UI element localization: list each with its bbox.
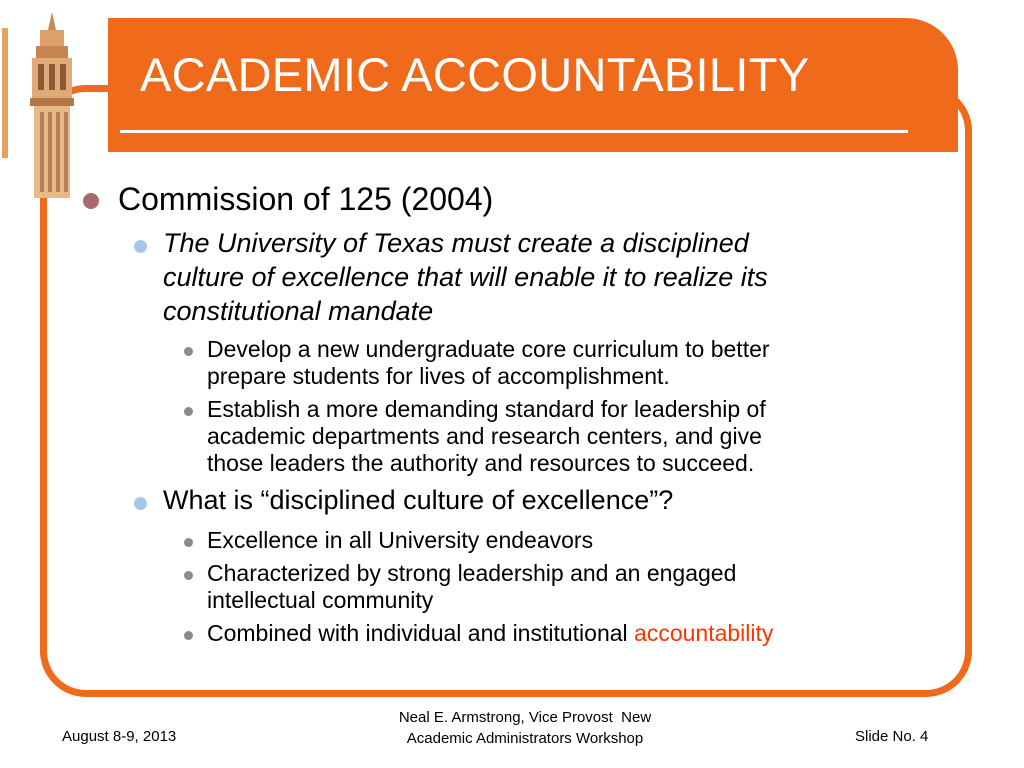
question-line: What is “disciplined culture of excellence”? bbox=[163, 485, 674, 515]
combined-text: Combined with individual and institutional bbox=[207, 620, 635, 646]
excellence-line: Excellence in all University endeavors bbox=[207, 527, 594, 553]
bullet-level2 bbox=[134, 240, 147, 253]
core-curriculum-line-2: prepare students for lives of accomplishment. bbox=[207, 363, 670, 389]
core-curriculum-line-1: Develop a new undergraduate core curriculum to better bbox=[207, 336, 770, 362]
slide-title: ACADEMIC ACCOUNTABILITY bbox=[140, 48, 810, 101]
mandate-line-3: constitutional mandate bbox=[163, 296, 434, 326]
bullet-level3 bbox=[184, 347, 193, 356]
bullet-level3 bbox=[184, 407, 193, 416]
bullet-level2 bbox=[134, 497, 147, 510]
bullet-level3 bbox=[184, 571, 193, 580]
accountability-highlight: accountability bbox=[634, 620, 774, 646]
bullet-level1 bbox=[83, 193, 99, 209]
footer-presenter bbox=[360, 707, 690, 749]
leadership-line-3: those leaders the authority and resources to succeed. bbox=[207, 450, 755, 476]
leadership-line-2: academic departments and research centers, and give bbox=[207, 423, 762, 449]
footer-date: August 8-9, 2013 bbox=[62, 728, 177, 745]
combined-line bbox=[207, 620, 773, 647]
bullet-commission: Commission of 125 (2004) bbox=[118, 181, 494, 217]
bullet-level3 bbox=[184, 538, 193, 547]
footer-slide-number: Slide No. 4 bbox=[855, 728, 929, 745]
footer-presenter-line-1: Neal E. Armstrong, Vice Provost New bbox=[398, 709, 652, 726]
mandate-line-2: culture of excellence that will enable it to realize its bbox=[163, 262, 768, 292]
footer-presenter-line-2: Academic Administrators Workshop bbox=[406, 730, 644, 747]
mandate-line-1: The University of Texas must create a disciplined bbox=[163, 228, 749, 258]
characterized-line-1: Characterized by strong leadership and an engaged bbox=[207, 560, 737, 586]
characterized-line-2: intellectual community bbox=[207, 587, 434, 613]
bullet-level3 bbox=[184, 631, 193, 640]
leadership-line-1: Establish a more demanding standard for leadership of bbox=[207, 396, 766, 422]
